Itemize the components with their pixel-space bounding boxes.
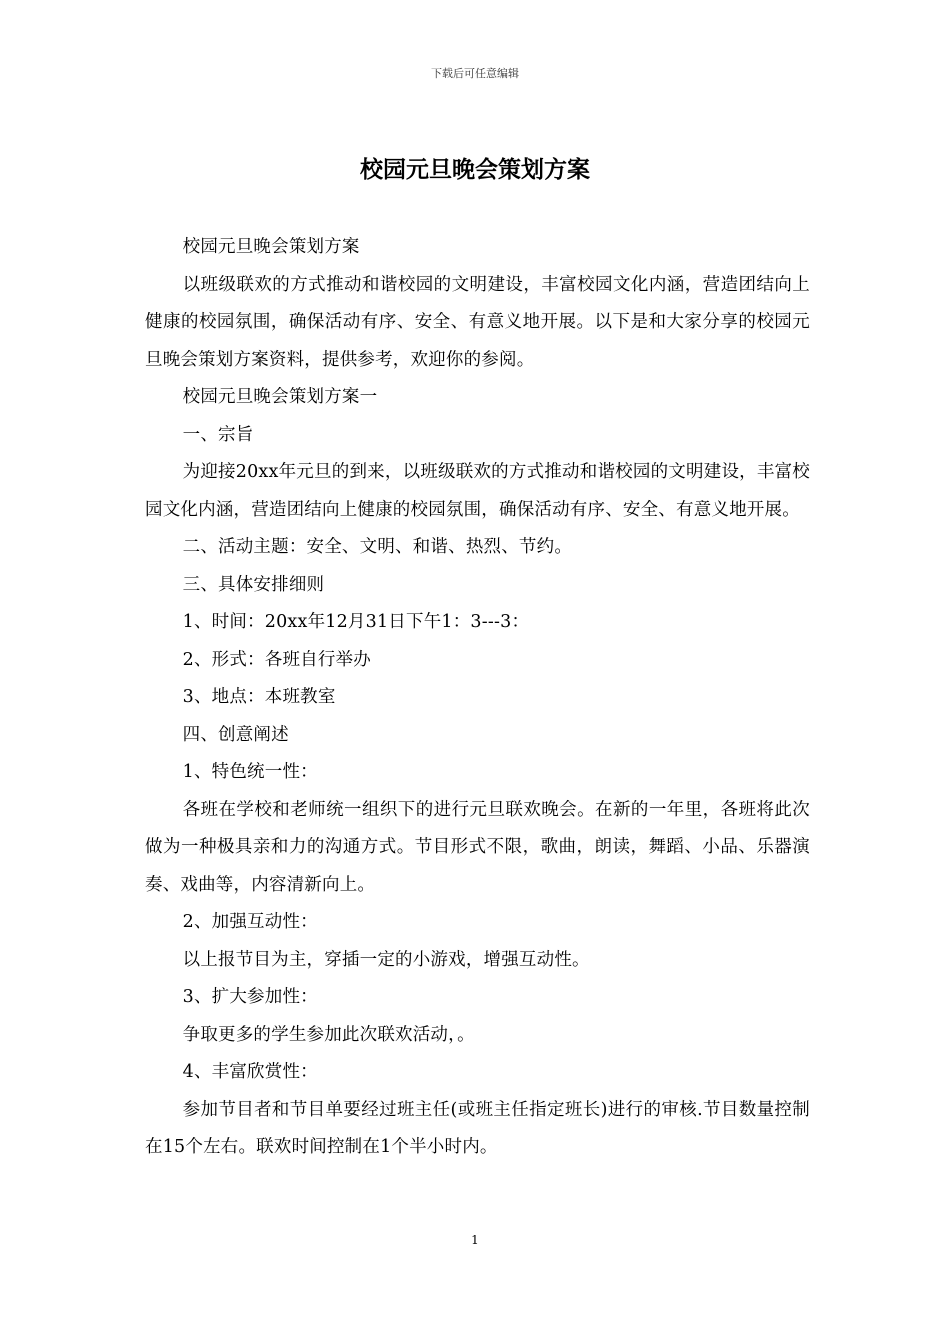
header-note: 下载后可任意编辑 bbox=[431, 67, 519, 80]
page-number: 1 bbox=[471, 1233, 479, 1247]
paragraph-purpose: 为迎接20xx年元旦的到来，以班级联欢的方式推动和谐校园的文明建设，丰富校园文化内涵，营造团结向上健康的校园氛围，确保活动有序、安全、有意义地开展。 bbox=[145, 462, 810, 520]
subheading-unity: 1、特色统一性： bbox=[182, 762, 318, 782]
section-heading-arrangement: 三、具体安排细则 bbox=[182, 574, 325, 595]
paragraph-interaction: 以上报节目为主，穿插一定的小游戏，增强互动性。 bbox=[182, 949, 590, 970]
section-heading-purpose: 一、宗旨 bbox=[182, 424, 254, 445]
paragraph-intro: 以班级联欢的方式推动和谐校园的文明建设，丰富校园文化内涵，营造团结向上健康的校园氛围，确保活动有序、安全、有意义地开展。以下是和大家分享的校园元旦晚会策划方案资料，提供参考，欢迎你的参阅。 bbox=[145, 274, 810, 370]
document-title: 校园元旦晚会策划方案 bbox=[360, 156, 590, 183]
document-body bbox=[145, 229, 810, 1167]
subheading-participation: 3、扩大参加性： bbox=[182, 987, 318, 1007]
section-heading-theme: 二、活动主题：安全、文明、和谐、热烈、节约。 bbox=[182, 537, 573, 557]
section-heading-creative: 四、创意阐述 bbox=[182, 724, 289, 745]
paragraph-appreciation: 参加节目者和节目单要经过班主任(或班主任指定班长)进行的审核.节目数量控制在15个左右。联欢时间控制在1个半小时内。 bbox=[145, 1099, 810, 1157]
list-item-location: 3、地点：本班教室 bbox=[182, 687, 336, 707]
paragraph-plan-one-heading: 校园元旦晚会策划方案一 bbox=[182, 387, 378, 407]
subheading-appreciation: 4、丰富欣赏性： bbox=[182, 1062, 318, 1082]
paragraph-unity: 各班在学校和老师统一组织下的进行元旦联欢晚会。在新的一年里，各班将此次做为一种极具亲和力的沟通方式。节目形式不限，歌曲，朗读，舞蹈、小品、乐器演奏、戏曲等，内容清新向上。 bbox=[145, 799, 810, 895]
subheading-interaction: 2、加强互动性： bbox=[182, 912, 318, 932]
list-item-format: 2、形式：各班自行举办 bbox=[182, 649, 371, 670]
list-item-time: 1、时间：20xx年12月31日下午1：3---3： bbox=[182, 612, 530, 632]
paragraph-intro-title: 校园元旦晚会策划方案 bbox=[182, 237, 360, 257]
paragraph-participation: 争取更多的学生参加此次联欢活动，。 bbox=[182, 1024, 475, 1045]
